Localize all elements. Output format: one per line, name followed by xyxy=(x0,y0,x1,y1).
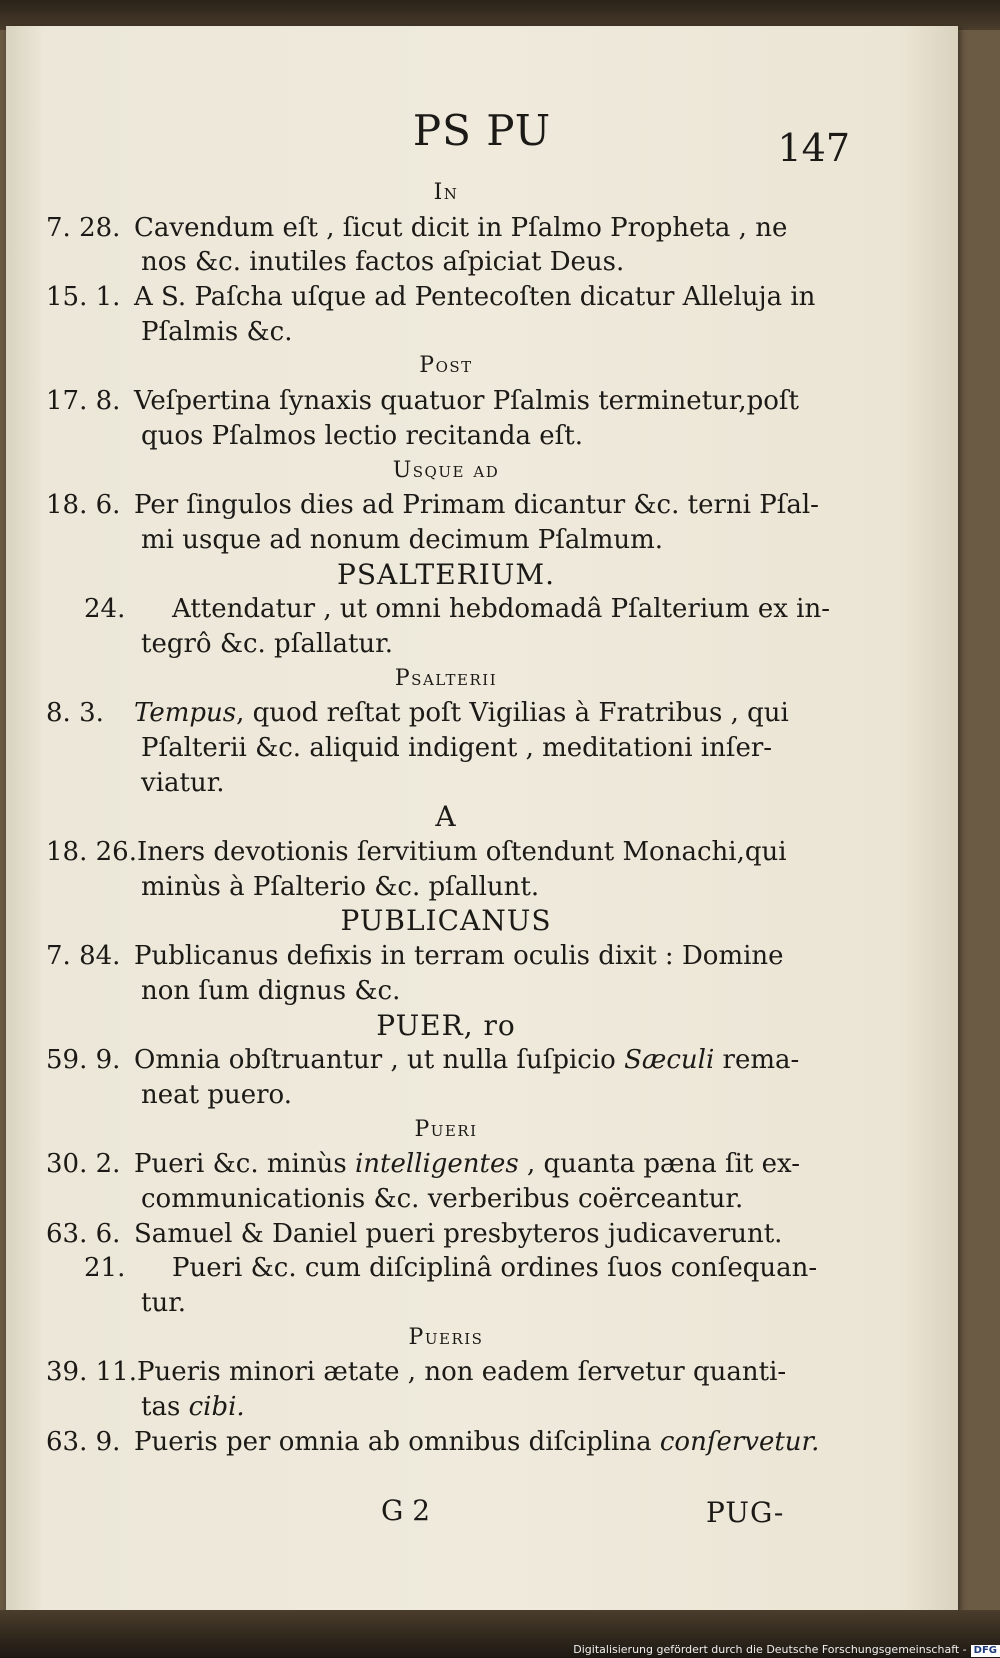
index-entry xyxy=(46,1355,846,1390)
signature-mark: G 2 xyxy=(381,1494,431,1527)
entry-heading: PSALTERIUM. xyxy=(337,557,555,591)
line-text: , quod reſtat poſt Vigilias à Fratribus , qui xyxy=(236,698,789,729)
italic-word: intelligentes xyxy=(354,1149,519,1180)
continuation-line: tur. xyxy=(141,1288,187,1318)
chapter-verse-ref: 18. 6. xyxy=(46,490,121,521)
digitization-notice xyxy=(560,1642,1000,1658)
book-page xyxy=(6,26,958,1612)
index-entry xyxy=(46,1425,846,1460)
italic-word: Sæculi xyxy=(624,1045,715,1076)
subheading: In xyxy=(433,180,459,205)
index-entry xyxy=(46,384,846,419)
index-entry xyxy=(46,1043,846,1078)
page-number: 147 xyxy=(777,126,850,170)
index-entry xyxy=(46,696,846,731)
chapter-verse-ref: 59. 9. xyxy=(46,1045,121,1076)
continuation-line: communicationis &c. verberibus coërceantur. xyxy=(141,1183,744,1214)
chapter-verse-ref: 63. 9. xyxy=(46,1426,121,1457)
continuation-line: viatur. xyxy=(141,767,225,798)
entry-heading: PUBLICANUS xyxy=(340,904,552,938)
line-text: Pueri &c. minùs xyxy=(134,1149,355,1180)
chapter-verse-ref: 63. 6. xyxy=(46,1218,121,1249)
line-text: tas xyxy=(141,1392,189,1423)
entry-heading: PUER, ro xyxy=(376,1008,516,1042)
continuation-line xyxy=(46,1390,846,1425)
continuation-line: non ſum dignus &c. xyxy=(141,975,401,1006)
running-head: PS PU xyxy=(412,106,552,155)
line-text: Omnia obſtruantur , ut nulla ſuſpicio xyxy=(134,1045,625,1076)
chapter-verse-ref: 8. 3. xyxy=(46,698,104,729)
line-text: rema- xyxy=(714,1045,800,1076)
index-entry xyxy=(46,1251,846,1286)
chapter-verse-ref: 15. 1. xyxy=(46,282,121,313)
continuation-line: tegrô &c. pſallatur. xyxy=(141,628,393,659)
line-text: Iners devotionis ſervitium oſtendunt Monachi,qui xyxy=(136,837,787,868)
index-entry xyxy=(46,835,846,870)
italic-word: cibi. xyxy=(188,1392,245,1423)
continuation-line: mi usque ad nonum decimum Pſalmum. xyxy=(141,524,664,555)
index-entry xyxy=(46,939,846,974)
chapter-verse-ref: 21. xyxy=(84,1253,126,1284)
continuation-line: Pſalterii &c. aliquid indigent , meditationi inſer- xyxy=(141,733,773,763)
line-text: Samuel & Daniel pueri presbyteros judicaverunt. xyxy=(134,1218,783,1249)
line-text: Pueris per omnia ab omnibus diſciplina xyxy=(134,1426,660,1457)
index-entry xyxy=(46,1217,846,1252)
dfg-logo-icon: DFG xyxy=(971,1645,1000,1657)
continuation-line: Pſalmis &c. xyxy=(141,316,293,347)
chapter-verse-ref: 39. 11. xyxy=(46,1357,137,1388)
continuation-line: minùs à Pſalterio &c. pſallunt. xyxy=(141,871,540,902)
italic-word: Tempus xyxy=(134,698,237,729)
entry-heading: A xyxy=(435,800,457,834)
subheading: Usque ad xyxy=(392,457,500,483)
subheading: Pueri xyxy=(414,1116,478,1142)
chapter-verse-ref: 7. 84. xyxy=(46,941,121,972)
chapter-verse-ref: 17. 8. xyxy=(46,386,121,417)
chapter-verse-ref: 7. 28. xyxy=(46,212,121,243)
line-text: Per ſingulos dies ad Primam dicantur &c. terni Pſal- xyxy=(134,490,819,521)
digitization-notice-text: Digitalisierung gefördert durch die Deutsche Forschungsgemeinschaft - xyxy=(573,1643,967,1656)
subheading: Post xyxy=(419,353,473,379)
chapter-verse-ref: 18. 26. xyxy=(46,837,137,868)
line-text: Pueris minori ætate , non eadem ſervetur quanti- xyxy=(136,1357,787,1388)
line-text: Cavendum eſt , ſicut dicit in Pſalmo Propheta , ne xyxy=(134,212,788,243)
index-entry xyxy=(46,1147,846,1182)
italic-word: conſervetur. xyxy=(659,1426,820,1457)
line-text: Veſpertina ſynaxis quatuor Pſalmis terminetur,poſt xyxy=(134,386,799,417)
index-entry xyxy=(46,280,846,315)
subheading: Psalterii xyxy=(394,665,498,691)
index-entries xyxy=(46,176,846,1459)
continuation-line: neat puero. xyxy=(141,1079,293,1110)
catchword: PUG- xyxy=(706,1496,785,1529)
index-entry xyxy=(46,592,846,627)
index-entry xyxy=(46,211,846,246)
chapter-verse-ref: 24. xyxy=(84,594,126,625)
chapter-verse-ref: 30. 2. xyxy=(46,1149,121,1180)
line-text: , quanta pæna ſit ex- xyxy=(518,1149,800,1180)
subheading: Pueris xyxy=(408,1324,484,1350)
index-entry xyxy=(46,488,846,523)
line-text: Publicanus defixis in terram oculis dixit : Domine xyxy=(134,941,784,972)
continuation-line: quos Pſalmos lectio recitanda eſt. xyxy=(141,420,583,451)
line-text: Attendatur , ut omni hebdomadâ Pſalterium ex in- xyxy=(172,594,830,625)
line-text: Pueri &c. cum diſciplinâ ordines ſuos conſequan- xyxy=(172,1253,818,1284)
continuation-line: nos &c. inutiles factos aſpiciat Deus. xyxy=(141,247,625,278)
line-text: A S. Paſcha uſque ad Pentecoſten dicatur Alleluja in xyxy=(134,282,816,313)
